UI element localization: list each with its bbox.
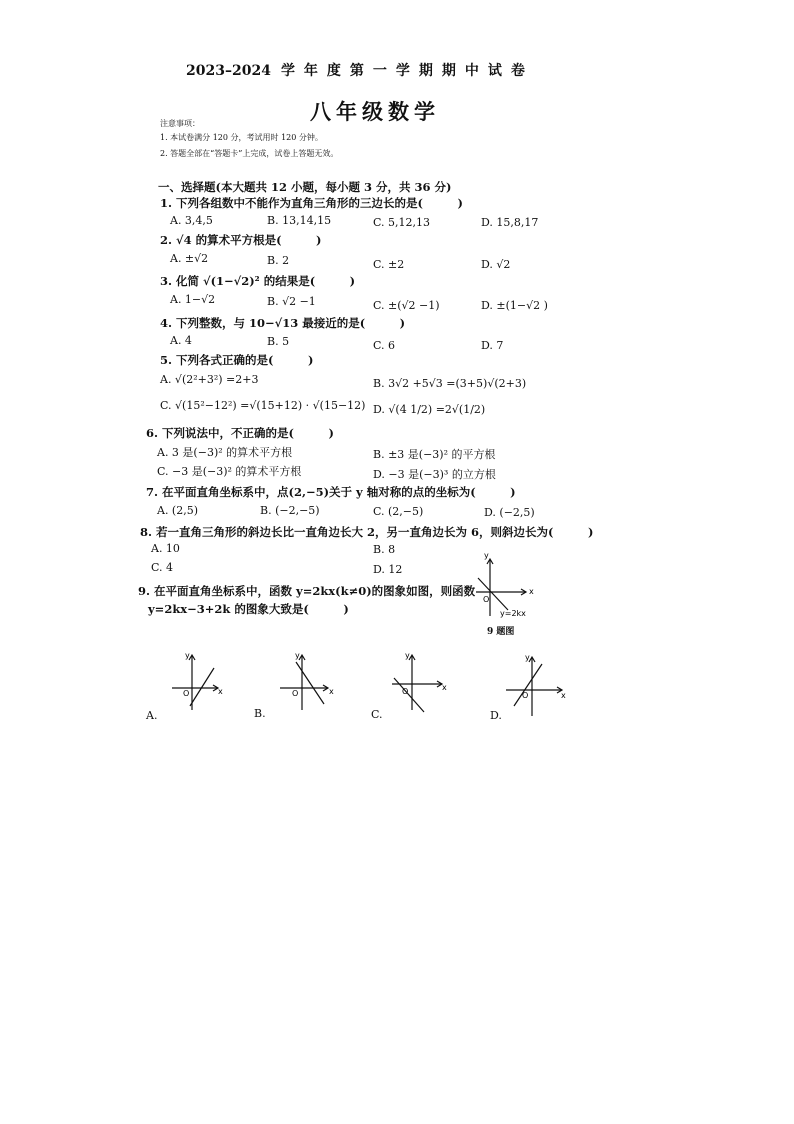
question-4-option-b[interactable]: B. 5 [267, 335, 290, 348]
question-9-stem-line1: 9. 在平面直角坐标系中，函数 y=2kx(k≠0)的图象如图，则函数 [138, 584, 476, 598]
question-9-reference-graph [470, 552, 540, 622]
question-9-figure-caption: 9 题图 [487, 627, 515, 637]
x-axis-label: x [561, 691, 566, 700]
y-axis-label: y [185, 651, 190, 660]
question-8-option-a[interactable]: A. 10 [151, 542, 180, 555]
y-axis-label: y [295, 651, 300, 660]
school-year: 2023–2024 [186, 63, 271, 79]
question-7-option-c[interactable]: C. (2,−5) [373, 505, 424, 518]
question-3-option-a[interactable]: A. 1−√2 [170, 293, 216, 306]
exam-term: 学年度第一学期期中试卷 [280, 63, 534, 79]
question-1-option-a[interactable]: A. 3,4,5 [170, 214, 213, 227]
question-9-option-d[interactable]: D. [490, 709, 502, 722]
question-2-option-b[interactable]: B. 2 [267, 254, 290, 267]
question-6-option-c[interactable]: C. −3 是(−3)² 的算术平方根 [157, 465, 302, 478]
notice-heading: 注意事项： [160, 119, 200, 128]
question-3-option-c[interactable]: C. ±(√2 −1) [373, 299, 440, 312]
page-title: 八年级数学 [310, 99, 440, 124]
question-9-stem-line2: y=2kx−3+2k 的图象大致是( ) [148, 602, 349, 616]
question-6-option-b[interactable]: B. ±3 是(−3)² 的平方根 [373, 448, 496, 461]
origin-label: O [183, 689, 190, 698]
x-axis-label: x [329, 687, 334, 696]
question-9-option-c-graph[interactable] [390, 648, 452, 714]
question-1-stem: 1. 下列各组数中不能作为直角三角形的三边长的是( ) [160, 196, 463, 210]
question-4-stem: 4. 下列整数，与 10−√13 最接近的是( ) [160, 316, 406, 330]
notice-item-1: 1. 本试卷满分 120 分，考试用时 120 分钟。 [160, 133, 323, 142]
question-6-stem: 6. 下列说法中，不正确的是( ) [146, 426, 334, 440]
question-9-option-b[interactable]: B. [254, 707, 266, 720]
question-3-option-b[interactable]: B. √2 −1 [267, 295, 316, 308]
question-5-stem: 5. 下列各式正确的是( ) [160, 353, 314, 367]
question-6-option-a[interactable]: A. 3 是(−3)² 的算术平方根 [157, 446, 293, 459]
exam-header [186, 60, 534, 80]
line-y-2kx [478, 578, 508, 610]
question-2-option-d[interactable]: D. √2 [481, 258, 511, 271]
question-4-option-d[interactable]: D. 7 [481, 339, 504, 352]
question-1-option-d[interactable]: D. 15,8,17 [481, 216, 539, 229]
question-2-stem: 2. √4 的算术平方根是( ) [160, 233, 322, 247]
question-8-option-c[interactable]: C. 4 [151, 561, 174, 574]
question-8-option-d[interactable]: D. 12 [373, 563, 403, 576]
question-7-option-b[interactable]: B. (−2,−5) [260, 504, 320, 517]
line-label: y=2kx [500, 609, 526, 618]
question-4-option-a[interactable]: A. 4 [170, 334, 192, 347]
question-7-option-a[interactable]: A. (2,5) [157, 504, 199, 517]
x-axis-label: x [442, 683, 447, 692]
origin-label: O [483, 595, 490, 604]
y-axis-label: y [405, 651, 410, 660]
origin-label: O [292, 689, 299, 698]
option-a-line [190, 668, 214, 706]
question-8-stem: 8. 若一直角三角形的斜边长比一直角边长大 2，另一直角边长为 6，则斜边长为( ) [140, 525, 594, 539]
question-9-option-c[interactable]: C. [371, 708, 383, 721]
question-9-option-d-graph[interactable] [504, 650, 570, 718]
question-1-option-c[interactable]: C. 5,12,13 [373, 216, 431, 229]
option-c-line [394, 678, 424, 712]
question-5-option-c[interactable]: C. √(15²−12²) =√(15+12) · √(15−12) [160, 399, 366, 412]
notice-item-2: 2. 答题全部在“答题卡”上完成，试卷上答题无效。 [160, 149, 339, 158]
question-3-option-d[interactable]: D. ±(1−√2 ) [481, 299, 548, 312]
question-9-option-a[interactable]: A. [146, 709, 158, 722]
y-axis-label: y [484, 552, 489, 560]
question-6-option-d[interactable]: D. −3 是(−3)³ 的立方根 [373, 468, 496, 481]
question-2-option-c[interactable]: C. ±2 [373, 258, 405, 271]
question-5-option-a[interactable]: A. √(2²+3²) =2+3 [160, 373, 259, 386]
question-9-option-a-graph[interactable] [168, 648, 230, 714]
y-axis-label: y [525, 653, 530, 662]
question-1-option-b[interactable]: B. 13,14,15 [267, 214, 332, 227]
option-b-line [296, 662, 324, 704]
question-3-stem: 3. 化简 √(1−√2)² 的结果是( ) [160, 274, 356, 288]
question-2-option-a[interactable]: A. ±√2 [170, 252, 209, 265]
question-5-option-d[interactable]: D. √(4 1/2) =2√(1/2) [373, 403, 486, 416]
question-5-option-b[interactable]: B. 3√2 +5√3 =(3+5)√(2+3) [373, 377, 527, 390]
section-heading: 一、选择题(本大题共 12 小题，每小题 3 分，共 36 分) [158, 180, 452, 194]
origin-label: O [522, 691, 529, 700]
question-7-stem: 7. 在平面直角坐标系中，点(2,−5)关于 y 轴对称的点的坐标为( ) [146, 485, 516, 499]
origin-label: O [402, 687, 409, 696]
question-7-option-d[interactable]: D. (−2,5) [484, 506, 535, 519]
question-8-option-b[interactable]: B. 8 [373, 543, 396, 556]
question-9-option-b-graph[interactable] [276, 648, 338, 714]
question-4-option-c[interactable]: C. 6 [373, 339, 396, 352]
x-axis-label: x [218, 687, 223, 696]
x-axis-label: x [529, 587, 534, 596]
